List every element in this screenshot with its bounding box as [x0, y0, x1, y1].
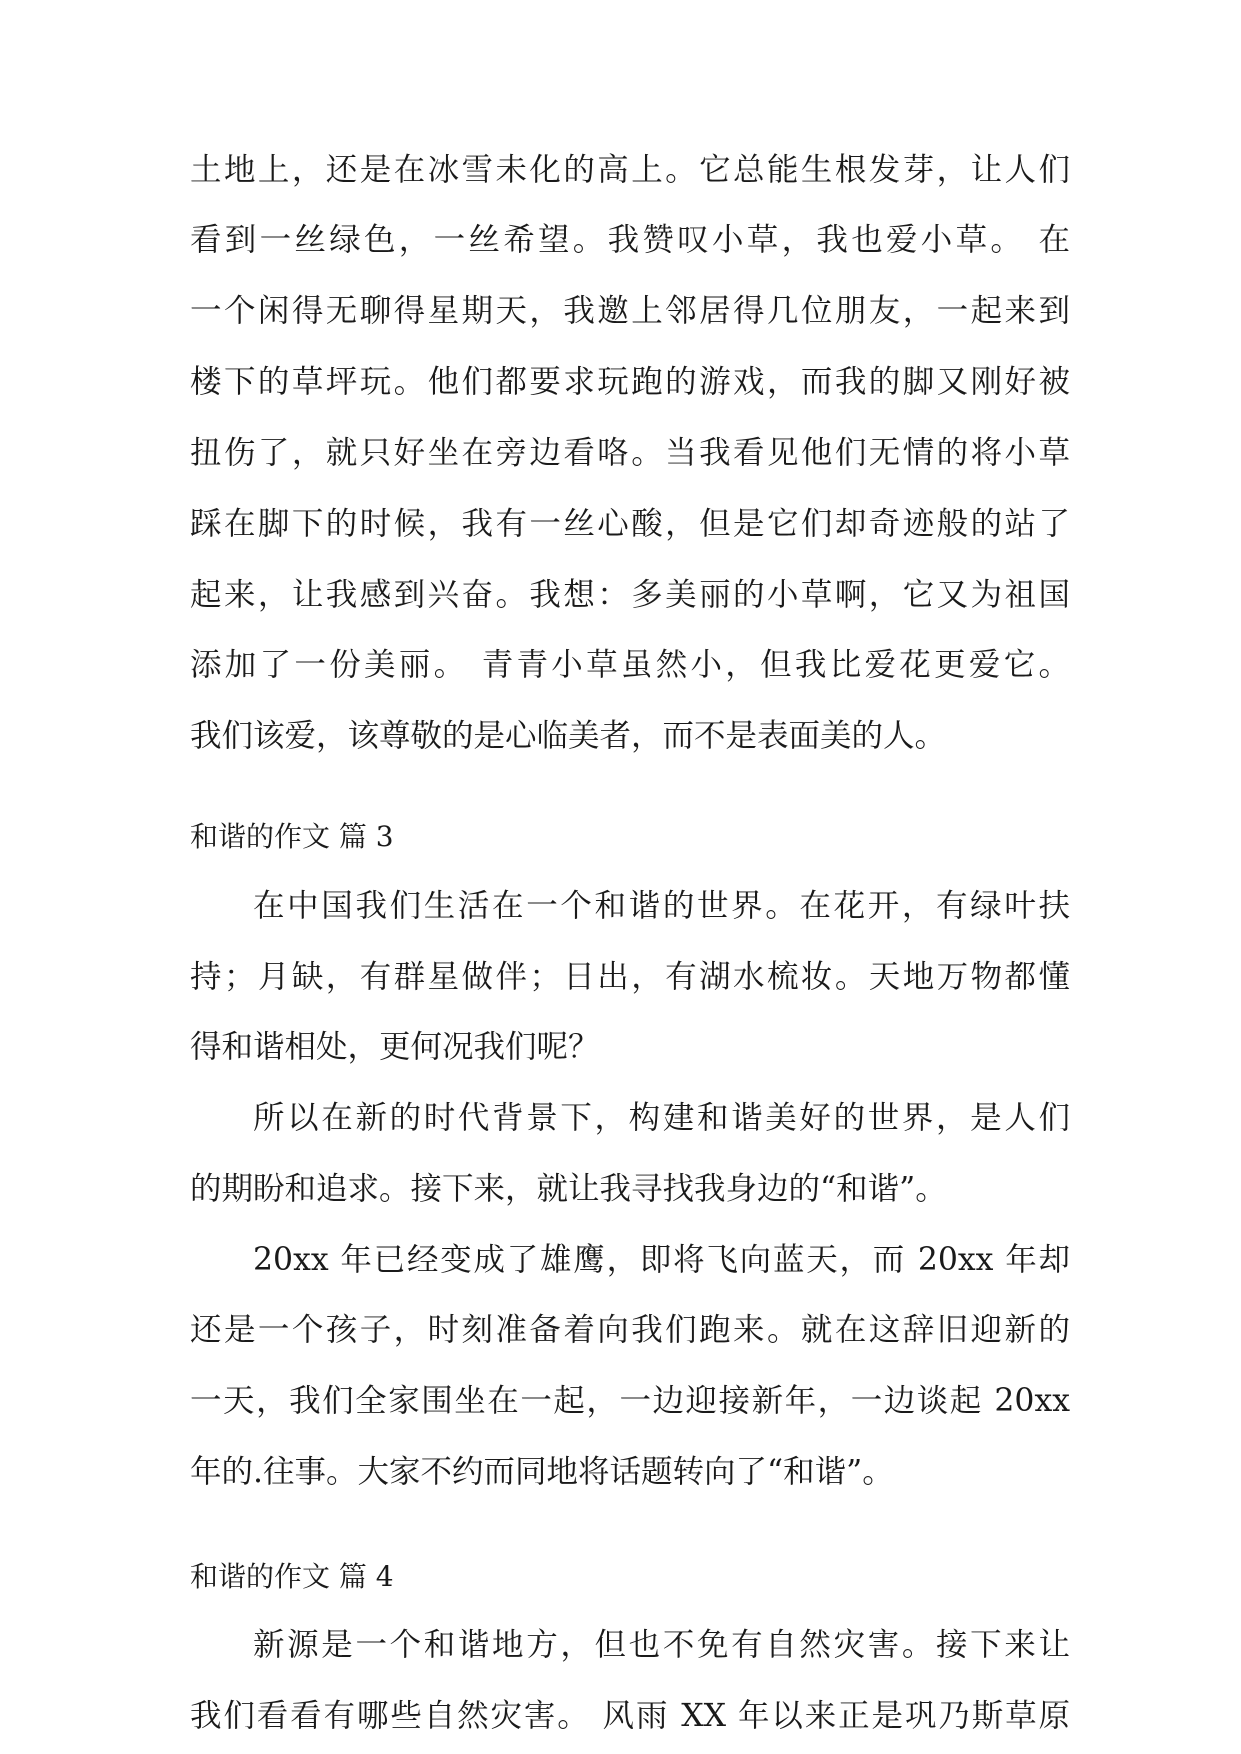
text-line: 看到一丝绿色，一丝希望。我赞叹小草，我也爱小草。 在	[190, 222, 1070, 258]
text-line: 持；月缺，有群星做伴；日出，有湖水梳妆。天地万物都懂	[190, 959, 1070, 995]
text-line: 年的.往事。大家不约而同地将话题转向了“和谐”。	[190, 1454, 894, 1490]
section-heading: 和谐的作文 篇 4	[190, 1560, 394, 1593]
text-line: 一天，我们全家围坐在一起，一边迎接新年，一边谈起 20xx	[190, 1383, 1070, 1419]
text-line: 土地上，还是在冰雪未化的高上。它总能生根发芽，让人们	[190, 152, 1070, 188]
text-line: 得和谐相处，更何况我们呢？	[190, 1029, 600, 1065]
text-line: 添加了一份美丽。 青青小草虽然小，但我比爱花更爱它。	[190, 647, 1070, 683]
text-line: 起来，让我感到兴奋。我想：多美丽的小草啊，它又为祖国	[190, 577, 1070, 613]
text-line: 扭伤了，就只好坐在旁边看咯。当我看见他们无情的将小草	[190, 435, 1070, 471]
text-line: 一个闲得无聊得星期天，我邀上邻居得几位朋友，一起来到	[190, 293, 1070, 329]
text-line: 新源是一个和谐地方，但也不免有自然灾害。接下来让	[253, 1627, 1070, 1663]
text-line: 的期盼和追求。接下来，就让我寻找我身边的“和谐”。	[190, 1171, 947, 1207]
text-line: 20xx 年已经变成了雄鹰，即将飞向蓝天，而 20xx 年却	[253, 1242, 1070, 1278]
text-line: 我们该爱，该尊敬的是心临美者，而不是表面美的人。	[190, 718, 947, 754]
section-heading: 和谐的作文 篇 3	[190, 820, 394, 853]
text-line: 所以在新的时代背景下，构建和谐美好的世界，是人们	[253, 1100, 1070, 1136]
text-line: 还是一个孩子，时刻准备着向我们跑来。就在这辞旧迎新的	[190, 1312, 1070, 1348]
text-line: 楼下的草坪玩。他们都要求玩跑的游戏，而我的脚又刚好被	[190, 364, 1070, 400]
text-line: 我们看看有哪些自然灾害。 风雨 XX 年以来正是巩乃斯草原	[190, 1698, 1070, 1734]
text-line: 在中国我们生活在一个和谐的世界。在花开，有绿叶扶	[253, 888, 1070, 924]
text-line: 踩在脚下的时候，我有一丝心酸，但是它们却奇迹般的站了	[190, 506, 1070, 542]
